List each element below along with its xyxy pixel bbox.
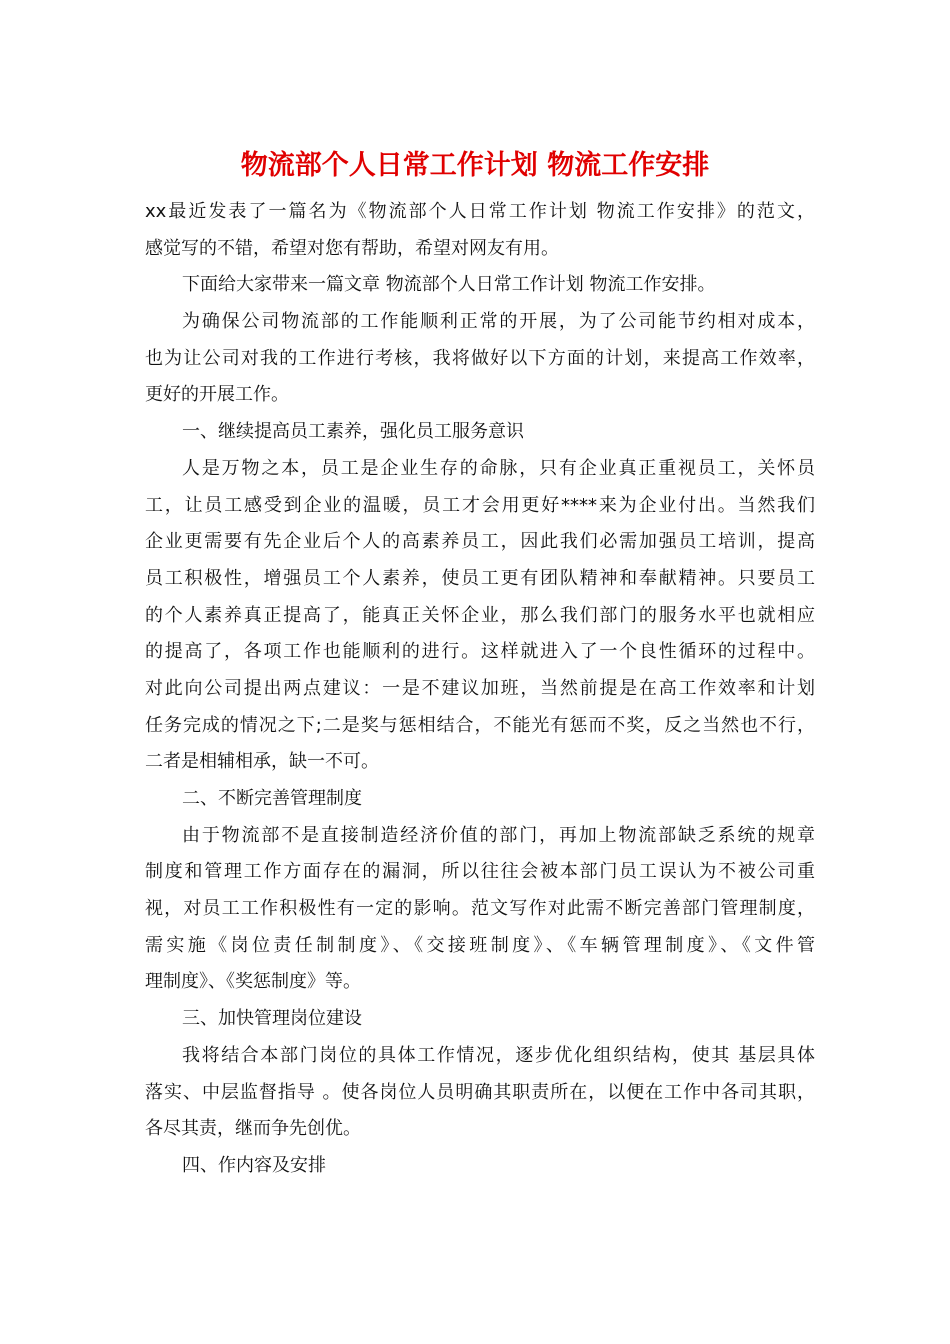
document-body	[145, 194, 815, 1185]
text-line: 更好的开展工作。	[145, 384, 289, 406]
text-line: 我将结合本部门岗位的具体工作情况，逐步优化组织结构，使其 基层具体	[182, 1044, 815, 1066]
text-line: 二、不断完善管理制度	[182, 788, 362, 809]
text-line: 需实施《岗位责任制制度》、《交接班制度》、《车辆管理制度》、《文件管	[145, 934, 815, 956]
text-line: 感觉写的不错，希望对您有帮助，希望对网友有用。	[145, 237, 559, 259]
text-line: 员工积极性，增强员工个人素养，使员工更有团队精神和奉献精神。只要员工	[145, 567, 815, 589]
text-line: 落实、中层监督指导 。使各岗位人员明确其职责所在，以便在工作中各司其职，	[145, 1081, 815, 1103]
text-line: 任务完成的情况之下;二是奖与惩相结合，不能光有惩而不奖，反之当然也不行，	[145, 714, 815, 736]
document-title: 物流部个人日常工作计划 物流工作安排	[240, 150, 710, 181]
text-line: 的提高了，各项工作也能顺利的进行。这样就进入了一个良性循环的过程中。	[145, 641, 815, 663]
text-line: 三、加快管理岗位建设	[182, 1008, 362, 1030]
text-line: 的个人素养真正提高了，能真正关怀企业，那么我们部门的服务水平也就相应	[145, 604, 815, 626]
text-line: 二者是相辅相承，缺一不可。	[145, 751, 379, 773]
text-line: 为确保公司物流部的工作能顺利正常的开展，为了公司能节约相对成本，	[182, 311, 815, 333]
text-line: 工，让员工感受到企业的温暖，员工才会用更好****来为企业付出。当然我们	[145, 494, 815, 516]
text-line: 四、作内容及安排	[182, 1154, 326, 1176]
text-line: 也为让公司对我的工作进行考核，我将做好以下方面的计划，来提高工作效率，	[145, 347, 815, 369]
text-line: 由于物流部不是直接制造经济价值的部门，再加上物流部缺乏系统的规章	[182, 824, 815, 846]
text-line: xx最近发表了一篇名为《物流部个人日常工作计划 物流工作安排》的范文，	[145, 201, 815, 222]
text-line: 制度和管理工作方面存在的漏洞，所以往往会被本部门员工误认为不被公司重	[145, 861, 815, 883]
text-line: 企业更需要有先企业后个人的高素养员工，因此我们必需加强员工培训，提高	[145, 531, 815, 553]
text-line: 理制度》、《奖惩制度》等。	[145, 971, 361, 993]
text-line: 人是万物之本，员工是企业生存的命脉，只有企业真正重视员工，关怀员	[182, 457, 815, 479]
text-line: 视，对员工工作积极性有一定的影响。范文写作对此需不断完善部门管理制度，	[145, 898, 815, 920]
text-line: 下面给大家带来一篇文章 物流部个人日常工作计划 物流工作安排。	[182, 274, 716, 296]
text-line: 各尽其责，继而争先创优。	[145, 1118, 361, 1140]
text-line: 一、继续提高员工素养，强化员工服务意识	[182, 421, 524, 443]
text-line: 对此向公司提出两点建议：一是不建议加班，当然前提是在高工作效率和计划	[145, 677, 815, 699]
